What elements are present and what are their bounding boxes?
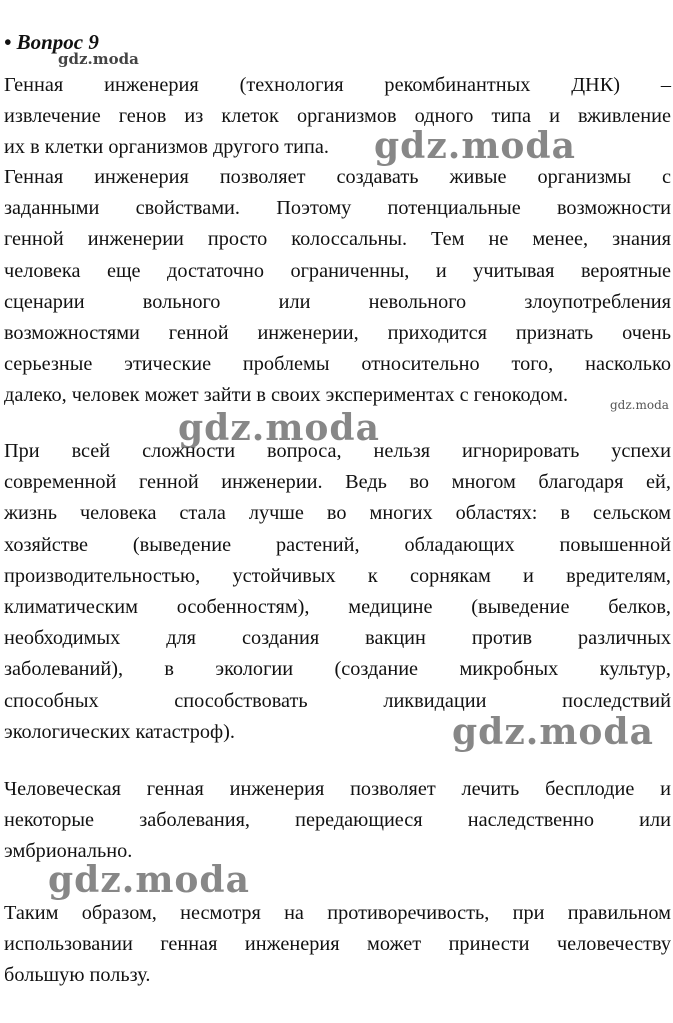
text-line: возможностями генной инженерии, приходится признать очень: [4, 321, 671, 344]
watermark: gdz.moda: [48, 859, 250, 901]
text-line: серьезные этические проблемы относительно того, насколько: [4, 353, 671, 376]
watermark: gdz.moda: [374, 125, 576, 167]
text-line: далеко, человек может зайти в своих экспериментах с генокодом.: [4, 384, 569, 407]
text-line: эмбрионально.: [4, 840, 133, 863]
watermark: gdz.moda: [178, 407, 380, 449]
text-line: большую пользу.: [4, 964, 151, 987]
text-line: климатическим особенностям), медицине (выведение белков,: [4, 595, 671, 618]
text-line: производительностью, устойчивых к сорнякам и вредителям,: [4, 564, 671, 587]
text-line: хозяйстве (выведение растений, обладающих повышенной: [4, 533, 671, 556]
text-line: генной инженерии просто колоссальны. Тем не менее, знания: [4, 228, 671, 251]
text-line: использовании генная инженерия может принести человечеству: [4, 933, 671, 956]
text-line: заболеваний), в экологии (создание микробных культур,: [4, 658, 671, 681]
text-line: необходимых для создания вакцин против различных: [4, 627, 671, 650]
text-line: Человеческая генная инженерия позволяет лечить бесплодие и: [4, 778, 671, 800]
paragraph-5: [4, 898, 671, 992]
text-line: Генная инженерия позволяет создавать живые организмы с: [4, 166, 671, 188]
paragraph-4: [4, 774, 671, 868]
text-line: современной генной инженерии. Ведь во многом благодаря ей,: [4, 471, 671, 494]
paragraph-2: [4, 162, 671, 412]
text-line: Генная инженерия (технология рекомбинантных ДНК) –: [4, 74, 671, 96]
question-heading: • Вопрос 9: [4, 30, 99, 54]
paragraph-3: [4, 436, 671, 753]
text-line: их в клетки организмов другого типа.: [4, 136, 329, 159]
text-line: экологических катастроф).: [4, 720, 235, 743]
watermark-small: gdz.moda: [58, 50, 139, 68]
text-line: способных способствовать ликвидации последствий: [4, 689, 671, 712]
text-line: извлечение генов из клеток организмов одного типа и вживление: [4, 105, 671, 128]
watermark-small: gdz.moda: [610, 398, 669, 412]
text-line: заданными свойствами. Поэтому потенциальные возможности: [4, 197, 671, 220]
watermark: gdz.moda: [452, 711, 654, 753]
text-line: Таким образом, несмотря на противоречивость, при правильном: [4, 902, 671, 924]
text-line: некоторые заболевания, передающиеся наследственно или: [4, 809, 671, 832]
text-line: жизнь человека стала лучше во многих областях: в сельском: [4, 502, 671, 525]
text-line: сценарии вольного или невольного злоупотребления: [4, 290, 671, 313]
text-line: человека еще достаточно ограниченны, и учитывая вероятные: [4, 259, 671, 282]
text-line: При всей сложности вопроса, нельзя игнорировать успехи: [4, 440, 671, 462]
